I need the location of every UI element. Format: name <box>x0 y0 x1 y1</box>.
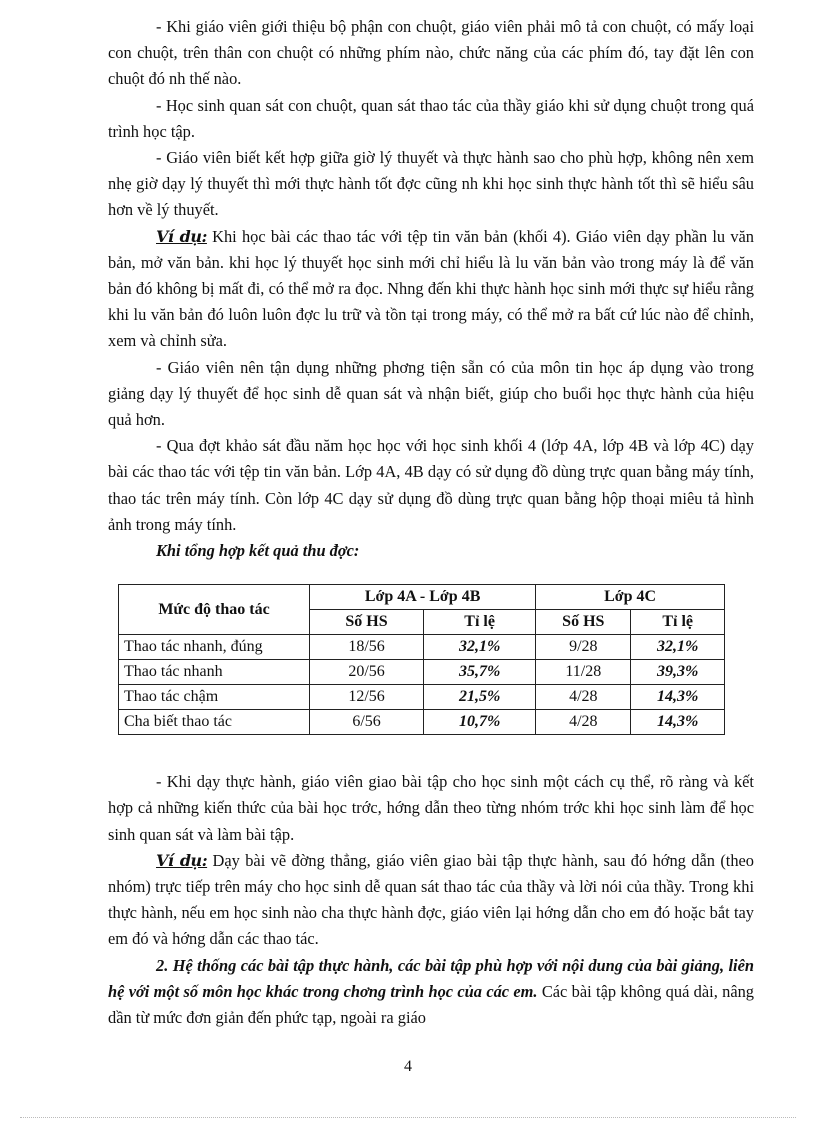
table-header-level: Mức độ thao tác <box>119 585 310 635</box>
page-bottom-rule <box>20 1117 796 1118</box>
table-header-row <box>119 585 725 610</box>
row-label: Cha biết thao tác <box>119 710 310 735</box>
page-number: 4 <box>404 1058 412 1075</box>
b-rate: 39,3% <box>631 660 725 685</box>
example-text: Khi học bài các thao tác với tệp tin văn bản (khối 4). Giáo viên dạy phần lu văn bản, mở văn bản. khi học lý thuyết học sinh mới chỉ hiểu là lu văn bản vào trong máy là để văn bản đó không bị mất đi, có thể mở ra đọc. Nhng đến khi thực hành học sinh mới thực sự hiểu rằng khi lu văn bản đó luôn luôn đợc lu trữ và tồn tại trong máy, có thể mở ra bất cứ lúc nào để chỉnh, xem và chỉnh sửa. <box>108 226 754 351</box>
a-rate: 21,5% <box>424 685 536 710</box>
paragraph: - Khi dạy thực hành, giáo viên giao bài tập cho học sinh một cách cụ thể, rõ ràng và kết hợp cả những kiến thức của bài học trớc, hớng dẫn theo từng nhóm trớc khi học sinh làm để học sinh quan sát và làm bài tập. <box>108 772 754 844</box>
b-rate: 32,1% <box>631 635 725 660</box>
table-header-group-b: Lớp 4C <box>536 585 725 610</box>
example-text: Dạy bài vẽ đờng thẳng, giáo viên giao bài tập thực hành, sau đó hớng dẫn (theo nhóm) trực tiếp trên máy cho học sinh dễ quan sát thao tác của thầy và lời nói của thầy. Trong khi thực hành, nếu em học sinh nào cha thực hành đợc, giáo viên lại hớng dẫn cho em đó hoặc bắt tay em đó và hớng dẫn các thao tác. <box>108 850 754 949</box>
table-row <box>119 635 725 660</box>
table-header-rate: Tỉ lệ <box>424 610 536 635</box>
results-heading: Khi tổng hợp kết quả thu đợc: <box>156 541 360 561</box>
paragraph: - Khi giáo viên giới thiệu bộ phận con chuột, giáo viên phải mô tả con chuột, có mấy loại con chuột, trên thân con chuột có những phím nào, chức năng của các phím đó, tay đặt lên con chuột đó nh thế nào. <box>108 17 754 89</box>
a-count: 18/56 <box>310 635 424 660</box>
section-heading: 2. Hệ thống các bài tập thực hành, các bài tập phù hợp với nội dung của bài giảng, liên hệ với một số môn học khác trong chơng trình học của các em. <box>108 955 754 1001</box>
table-row <box>119 710 725 735</box>
b-count: 9/28 <box>536 635 631 660</box>
paragraph: - Giáo viên nên tận dụng những phơng tiện sẵn có của môn tin học áp dụng vào trong giảng dạy lý thuyết để học sinh dễ quan sát và nhận biết, giúp cho buổi học thực hành của hiệu quả hơn. <box>108 357 754 430</box>
example-label: Ví dụ: <box>156 226 207 246</box>
table-row <box>119 685 725 710</box>
example-label: Ví dụ: <box>156 850 208 870</box>
table-row <box>119 660 725 685</box>
spacer <box>108 735 754 769</box>
paragraph: - Qua đợt khảo sát đầu năm học học với học sinh khối 4 (lớp 4A, lớp 4B và lớp 4C) dạy bài các thao tác với tệp tin văn bản. Lớp 4A, 4B dạy có sử dụng đồ dùng trực quan bằng máy tính, thao tác trên máy tính. Còn lớp 4C dạy sử dụng đồ dùng trực quan bằng hộp thoại miêu tả hình ảnh trong máy tính. <box>108 436 754 534</box>
example-paragraph <box>108 848 754 953</box>
a-rate: 35,7% <box>424 660 536 685</box>
table-header-count: Số HS <box>536 610 631 635</box>
b-count: 4/28 <box>536 710 631 735</box>
row-label: Thao tác nhanh, đúng <box>119 635 310 660</box>
a-count: 12/56 <box>310 685 424 710</box>
b-count: 11/28 <box>536 660 631 685</box>
table-header-group-a: Lớp 4A - Lớp 4B <box>310 585 536 610</box>
paragraph: - Học sinh quan sát con chuột, quan sát thao tác của thầy giáo khi sử dụng chuột trong quá trình học tập. <box>108 95 754 141</box>
a-count: 6/56 <box>310 710 424 735</box>
b-rate: 14,3% <box>631 685 725 710</box>
example-paragraph <box>108 224 754 355</box>
document-page <box>108 14 754 1031</box>
table-header-count: Số HS <box>310 610 424 635</box>
row-label: Thao tác nhanh <box>119 660 310 685</box>
section-text: Các bài tập không quá dài, nâng dần từ mức đơn giản đến phức tạp, ngoài ra giáo <box>108 981 754 1028</box>
table-header-rate: Tỉ lệ <box>631 610 725 635</box>
section-paragraph <box>108 953 754 1032</box>
a-rate: 10,7% <box>424 710 536 735</box>
b-count: 4/28 <box>536 685 631 710</box>
b-rate: 14,3% <box>631 710 725 735</box>
paragraph: - Giáo viên biết kết hợp giữa giờ lý thuyết và thực hành sao cho phù hợp, không nên xem nhẹ giờ dạy lý thuyết thì mới thực hành tốt đợc cũng nh khi học sinh thực hành tốt thì sẽ hiểu sâu hơn về lý thuyết. <box>108 148 754 220</box>
a-rate: 32,1% <box>424 635 536 660</box>
results-table <box>118 584 725 735</box>
a-count: 20/56 <box>310 660 424 685</box>
row-label: Thao tác chậm <box>119 685 310 710</box>
